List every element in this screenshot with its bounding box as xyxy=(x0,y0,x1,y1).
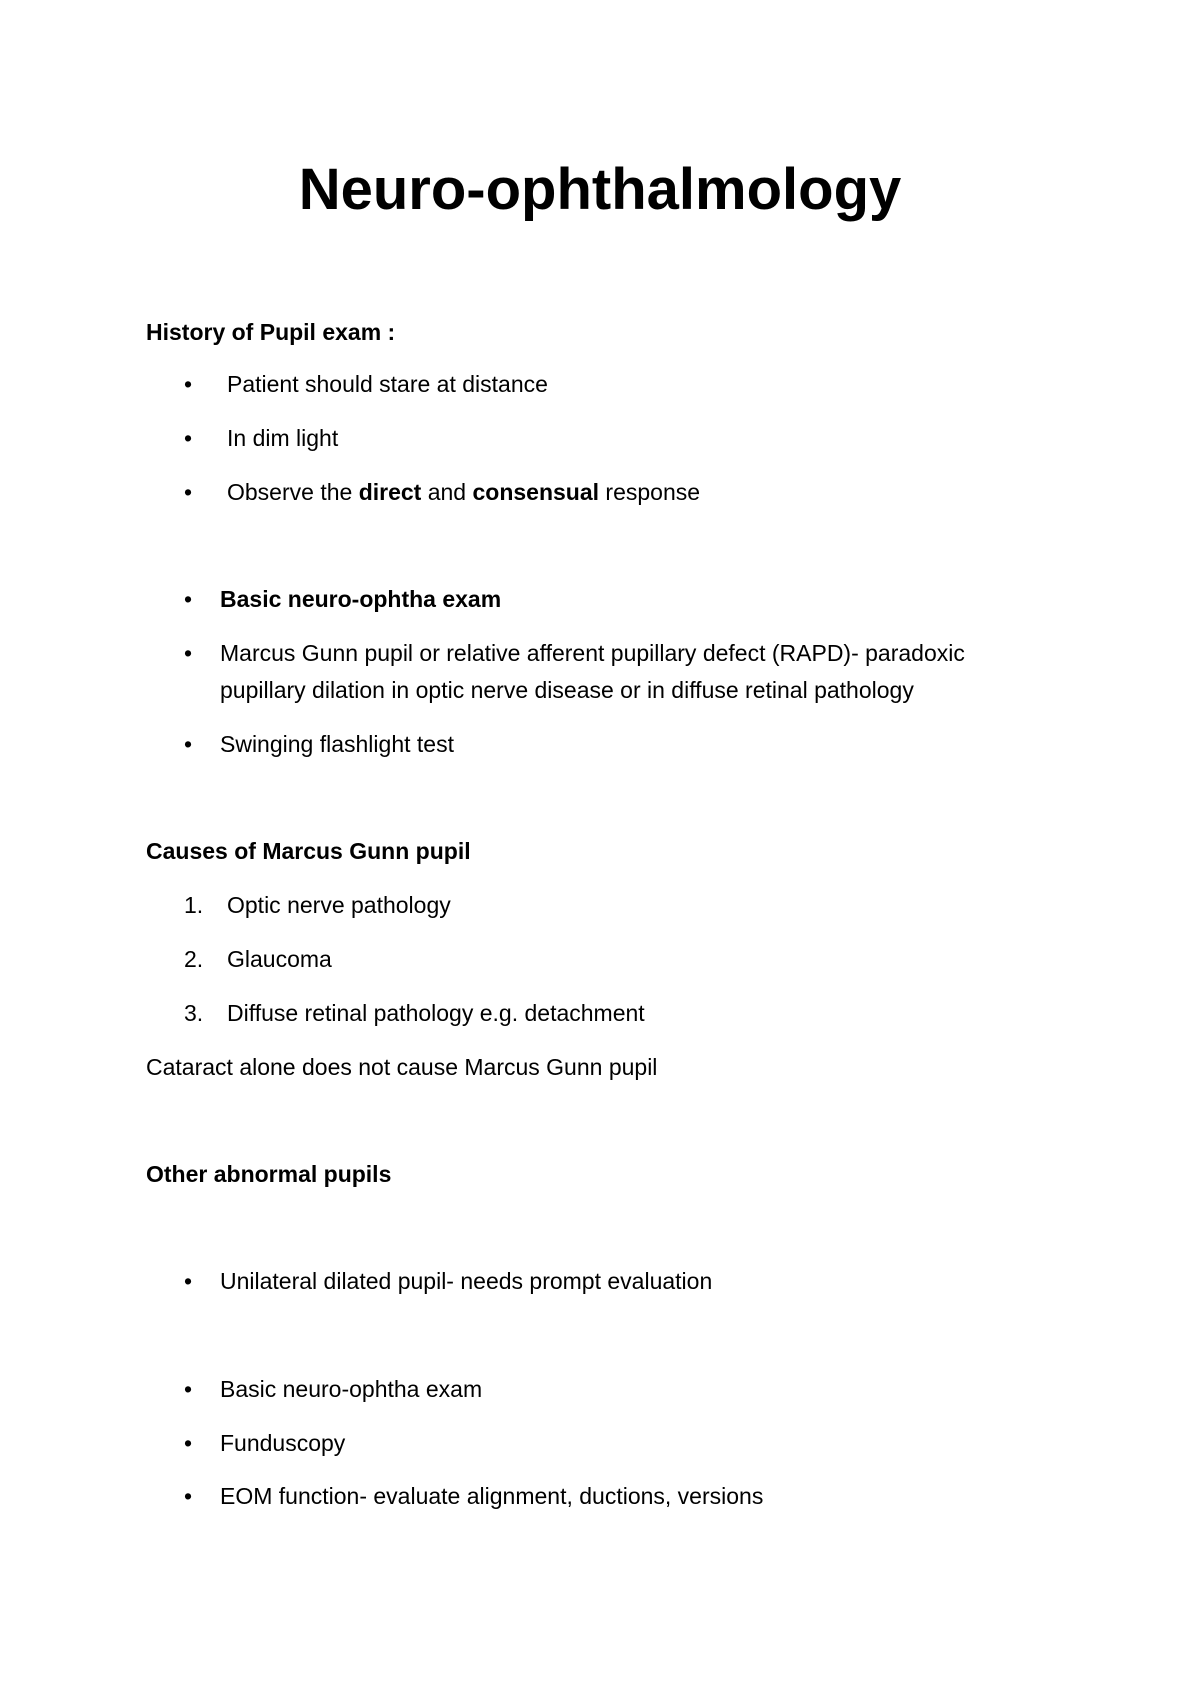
bullet-icon: • xyxy=(184,1430,193,1456)
text-segment: response xyxy=(599,479,701,505)
text-segment: Observe the xyxy=(227,479,359,505)
bullet-icon: • xyxy=(184,479,193,505)
list-item-bold: Basic neuro-ophtha exam xyxy=(220,586,502,612)
bullet-icon: • xyxy=(184,1268,193,1294)
bullet-icon: • xyxy=(184,371,193,397)
list-item: Unilateral dilated pupil- needs prompt evaluation xyxy=(220,1268,713,1294)
numbered-item: Diffuse retinal pathology e.g. detachment xyxy=(227,1000,645,1026)
list-item: Marcus Gunn pupil or relative afferent pupillary defect (RAPD)- paradoxic xyxy=(220,640,965,666)
list-number: 1. xyxy=(184,892,204,918)
list-number: 2. xyxy=(184,946,204,972)
section-heading-causes: Causes of Marcus Gunn pupil xyxy=(146,838,471,864)
list-item: EOM function- evaluate alignment, ductions, versions xyxy=(220,1483,764,1509)
list-item: Funduscopy xyxy=(220,1430,346,1456)
list-number: 3. xyxy=(184,1000,204,1026)
bold-term-direct: direct xyxy=(358,479,422,505)
bullet-icon: • xyxy=(184,731,193,757)
section-heading-pupil-exam: History of Pupil exam : xyxy=(146,319,396,345)
list-item: Swinging flashlight test xyxy=(220,731,454,757)
numbered-item: Optic nerve pathology xyxy=(227,892,451,918)
numbered-item: Glaucoma xyxy=(227,946,332,972)
bullet-icon: • xyxy=(184,425,193,451)
list-item: Basic neuro-ophtha exam xyxy=(220,1376,483,1402)
text-segment: and xyxy=(421,479,473,505)
page-title: Neuro-ophthalmology xyxy=(298,157,902,222)
bullet-icon: • xyxy=(184,640,193,666)
bullet-icon: • xyxy=(184,1483,193,1509)
bullet-icon: • xyxy=(184,1376,193,1402)
list-item: In dim light xyxy=(227,425,339,451)
note-text: Cataract alone does not cause Marcus Gunn pupil xyxy=(146,1054,658,1080)
list-item-observe xyxy=(227,477,700,507)
bullet-icon: • xyxy=(184,586,193,612)
list-item-continuation: pupillary dilation in optic nerve disease or in diffuse retinal pathology xyxy=(220,677,914,703)
bold-term-consensual: consensual xyxy=(472,479,600,505)
list-item: Patient should stare at distance xyxy=(227,371,548,397)
section-heading-other-pupils: Other abnormal pupils xyxy=(146,1161,392,1187)
